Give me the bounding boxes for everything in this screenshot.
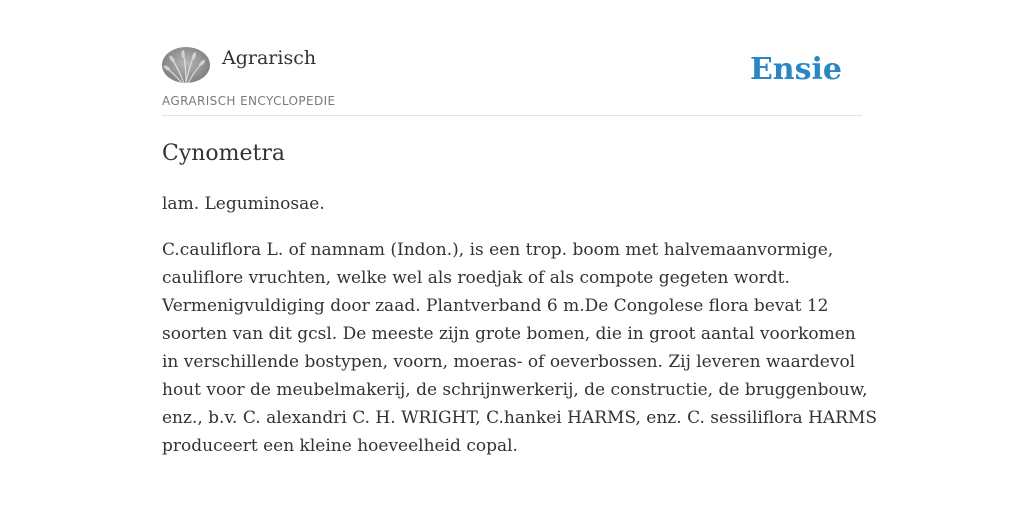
article [162,138,878,460]
body-line: in verschillende bostypen, voorn, moeras- of oeverbossen. Zij leveren waardevol [162,352,856,372]
source-subtitle: AGRARISCH ENCYCLOPEDIE [162,94,336,108]
body-line: enz., b.v. C. alexandri C. H. WRIGHT, C.hankei HARMS, enz. C. sessiliflora HARMS [162,408,878,428]
article-body [162,236,878,460]
header [162,44,862,116]
brand-logo[interactable]: Ensie [749,52,842,87]
body-line: produceert een kleine hoeveelheid copal. [162,436,518,456]
source-name[interactable]: Agrarisch [222,47,317,69]
body-line: cauliflore vruchten, welke wel als roedjak of als compote gegeten wordt. [162,268,790,288]
article-intro: lam. Leguminosae. [162,194,325,214]
body-line: C.cauliflora L. of namnam (Indon.), is een trop. boom met halvemaanvormige, [162,240,834,260]
article-title: Cynometra [162,141,286,166]
body-line: hout voor de meubelmakerij, de schrijnwerkerij, de constructie, de bruggenbouw, [162,380,868,400]
body-line: soorten van dit gcsl. De meeste zijn grote bomen, die in groot aantal voorkomen [162,324,856,344]
wheat-icon[interactable] [162,47,210,83]
body-line: Vermenigvuldiging door zaad. Plantverband 6 m.De Congolese flora bevat 12 [162,296,829,316]
